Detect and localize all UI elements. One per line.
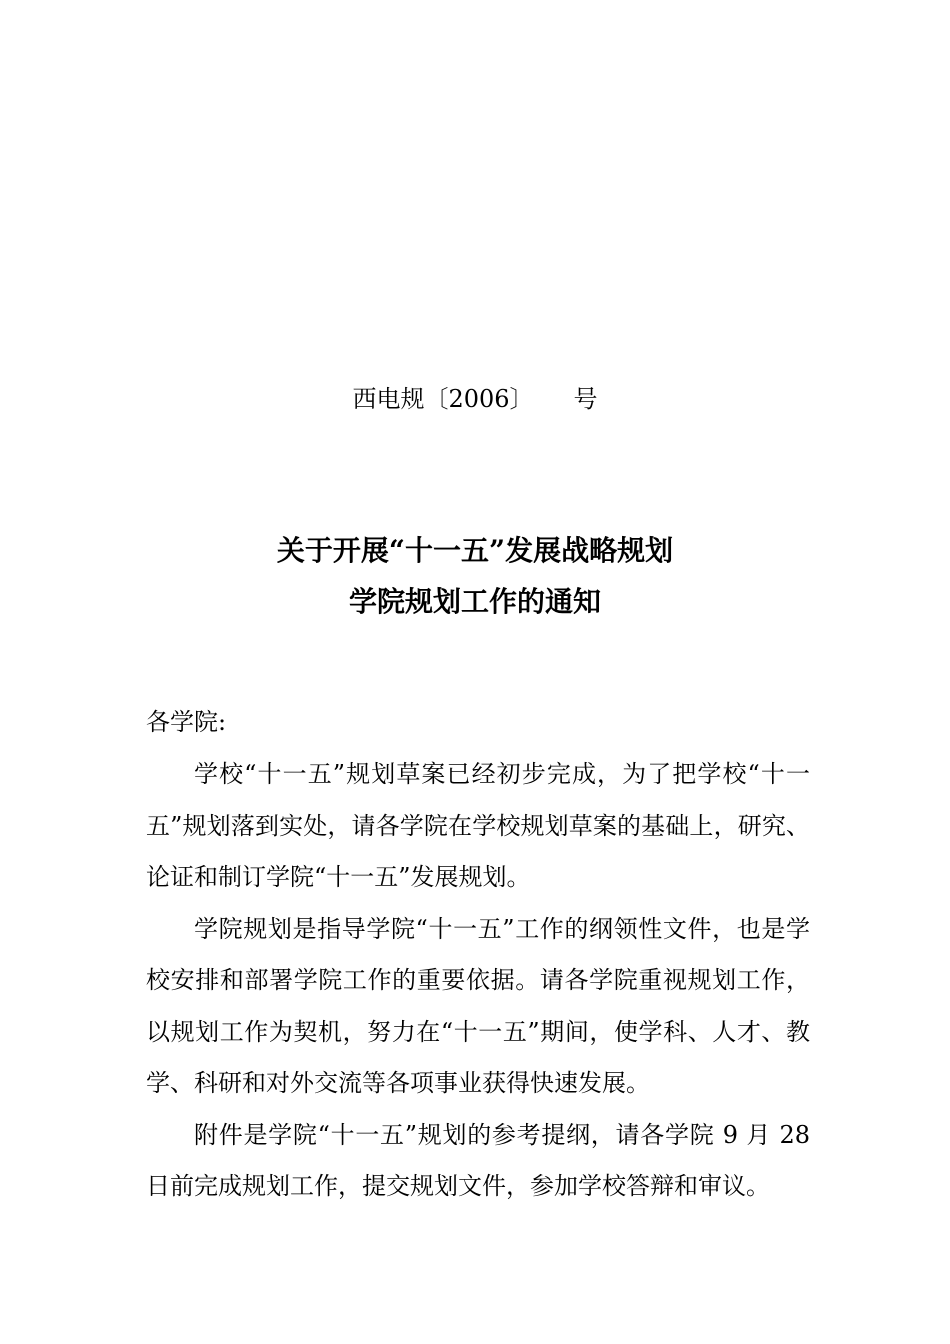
document-number	[0, 382, 950, 416]
document-number-prefix: 西电规〔2006〕	[352, 385, 534, 413]
document-number-suffix: 号	[573, 385, 598, 413]
document-body	[146, 749, 810, 1213]
salutation: 各学院:	[146, 708, 227, 736]
document-title-line-1: 关于开展“十一五”发展战略规划	[276, 534, 674, 567]
document-title-line-2: 学院规划工作的通知	[348, 585, 601, 618]
paragraph-3: 附件是学院“十一五”规划的参考提纲，请各学院 9 月 28 日前完成规划工作，提交规划文件，参加学校答辩和审议。	[146, 1120, 810, 1200]
paragraph-1: 学校“十一五”规划草案已经初步完成，为了把学校“十一五”规划落到实处，请各学院在学校规划草案的基础上，研究、论证和制订学院“十一五”发展规划。	[146, 760, 810, 891]
paragraph-2: 学院规划是指导学院“十一五”工作的纲领性文件，也是学校安排和部署学院工作的重要依据。请各学院重视规划工作，以规划工作为契机，努力在“十一五”期间，使学科、人才、教学、科研和对外交流等各项事业获得快速发展。	[146, 914, 810, 1097]
